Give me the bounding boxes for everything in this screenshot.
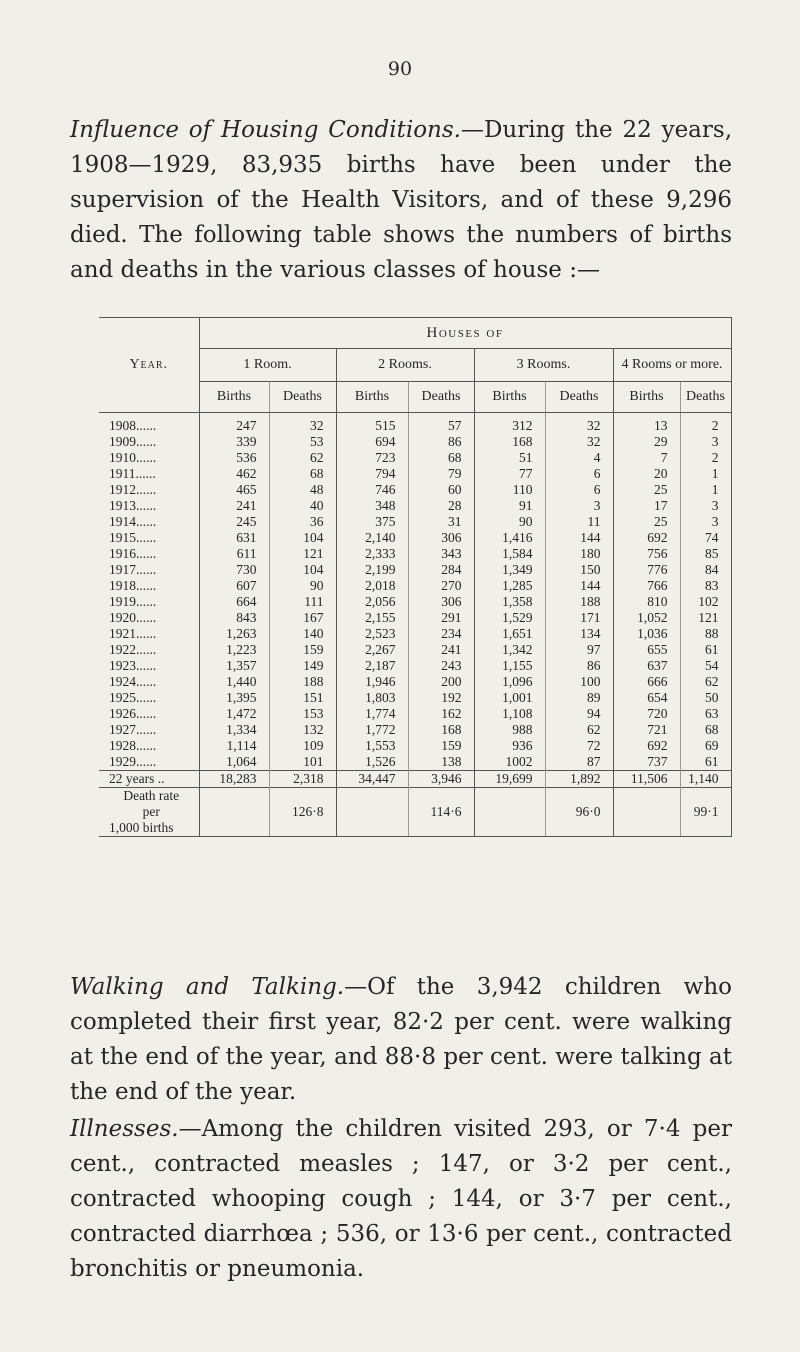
births-cell: 1,803	[336, 690, 408, 706]
deaths-cell: 162	[408, 706, 474, 722]
births-cell: 13	[613, 413, 680, 435]
births-cell: 776	[613, 562, 680, 578]
births-cell: 241	[199, 498, 269, 514]
deaths-cell: 188	[545, 594, 613, 610]
births-cell: 91	[474, 498, 545, 514]
births-cell: 1,334	[199, 722, 269, 738]
deaths-cell: 104	[269, 562, 336, 578]
births-cell: 1,349	[474, 562, 545, 578]
deaths-cell: 4	[545, 450, 613, 466]
births-cell: 515	[336, 413, 408, 435]
deaths-cell: 79	[408, 466, 474, 482]
table-row	[99, 706, 731, 722]
year-cell: 1911......	[109, 466, 156, 481]
births-cell: 1,358	[474, 594, 545, 610]
group-4-rooms: 4 Rooms or more.	[613, 349, 731, 382]
deaths-cell: 144	[545, 578, 613, 594]
table-row	[99, 626, 731, 642]
death-rate-label-line2: per	[142, 804, 160, 819]
deaths-cell: 32	[545, 413, 613, 435]
deaths-cell: 53	[269, 434, 336, 450]
year-cell: 1913......	[109, 498, 157, 513]
year-cell: 1926......	[109, 706, 157, 721]
deaths-cell: 109	[269, 738, 336, 754]
table-row	[99, 482, 731, 498]
deaths-cell: 200	[408, 674, 474, 690]
year-cell: 1924......	[109, 674, 157, 689]
deaths-cell: 32	[269, 413, 336, 435]
table-row	[99, 413, 731, 435]
births-cell: 2,523	[336, 626, 408, 642]
births-cell: 1,263	[199, 626, 269, 642]
births-cell: 2,333	[336, 546, 408, 562]
deaths-cell: 150	[545, 562, 613, 578]
births-cell: 720	[613, 706, 680, 722]
births-cell: 1,357	[199, 658, 269, 674]
year-cell: 1914......	[109, 514, 157, 529]
deaths-cell: 32	[545, 434, 613, 450]
births-cell: 1,342	[474, 642, 545, 658]
houses-of-header: Houses of	[199, 318, 731, 349]
deaths-cell: 86	[408, 434, 474, 450]
table-row	[99, 450, 731, 466]
births-cell: 462	[199, 466, 269, 482]
deaths-cell: 132	[269, 722, 336, 738]
total-cell: 11,506	[613, 771, 680, 788]
births-cell: 756	[613, 546, 680, 562]
deaths-cell: 50	[680, 690, 731, 706]
total-cell: 19,699	[474, 771, 545, 788]
deaths-cell: 3	[680, 514, 731, 530]
births-cell: 25	[613, 482, 680, 498]
deaths-cell: 88	[680, 626, 731, 642]
table-row	[99, 514, 731, 530]
deaths-header: Deaths	[269, 382, 336, 413]
births-cell: 794	[336, 466, 408, 482]
births-cell: 810	[613, 594, 680, 610]
deaths-cell: 102	[680, 594, 731, 610]
table-row	[99, 690, 731, 706]
deaths-cell: 68	[408, 450, 474, 466]
deaths-cell: 94	[545, 706, 613, 722]
deaths-cell: 83	[680, 578, 731, 594]
deaths-cell: 140	[269, 626, 336, 642]
births-cell: 723	[336, 450, 408, 466]
births-cell: 766	[613, 578, 680, 594]
deaths-cell: 171	[545, 610, 613, 626]
births-cell: 637	[613, 658, 680, 674]
totals-row	[99, 771, 731, 788]
deaths-cell: 69	[680, 738, 731, 754]
births-cell: 666	[613, 674, 680, 690]
deaths-cell: 111	[269, 594, 336, 610]
table-row	[99, 434, 731, 450]
deaths-cell: 149	[269, 658, 336, 674]
births-cell: 1,584	[474, 546, 545, 562]
births-cell: 730	[199, 562, 269, 578]
table-row	[99, 530, 731, 546]
deaths-cell: 159	[408, 738, 474, 754]
deaths-cell: 121	[269, 546, 336, 562]
births-cell: 611	[199, 546, 269, 562]
births-cell: 1,064	[199, 754, 269, 771]
deaths-cell: 3	[680, 434, 731, 450]
death-rate-1-room: 126·8	[269, 804, 336, 820]
deaths-cell: 61	[680, 642, 731, 658]
deaths-cell: 62	[269, 450, 336, 466]
births-cell: 654	[613, 690, 680, 706]
births-cell: 312	[474, 413, 545, 435]
deaths-cell: 188	[269, 674, 336, 690]
walking-text: —Of the 3,942 children who completed their first year, 82·2 per cent. were walking at the end of the year, and 88·8 per cent. were talking at the end of the year.	[70, 974, 732, 1105]
table-row	[99, 738, 731, 754]
births-cell: 607	[199, 578, 269, 594]
walking-paragraph	[70, 970, 732, 1110]
year-cell: 1909......	[109, 434, 157, 449]
death-rate-row-3	[99, 820, 731, 837]
births-cell: 692	[613, 738, 680, 754]
births-cell: 1,114	[199, 738, 269, 754]
births-cell: 77	[474, 466, 545, 482]
deaths-cell: 144	[545, 530, 613, 546]
births-cell: 339	[199, 434, 269, 450]
births-cell: 1,440	[199, 674, 269, 690]
total-cell: 2,318	[269, 771, 336, 788]
births-cell: 1,774	[336, 706, 408, 722]
table-row	[99, 722, 731, 738]
deaths-cell: 151	[269, 690, 336, 706]
total-cell: 1,140	[680, 771, 731, 788]
births-cell: 2,267	[336, 642, 408, 658]
births-cell: 2,187	[336, 658, 408, 674]
births-cell: 746	[336, 482, 408, 498]
deaths-cell: 3	[680, 498, 731, 514]
births-header: Births	[336, 382, 408, 413]
births-cell: 1,946	[336, 674, 408, 690]
births-cell: 1,036	[613, 626, 680, 642]
deaths-cell: 85	[680, 546, 731, 562]
births-cell: 110	[474, 482, 545, 498]
births-cell: 1,529	[474, 610, 545, 626]
deaths-cell: 60	[408, 482, 474, 498]
births-cell: 20	[613, 466, 680, 482]
year-cell: 1910......	[109, 450, 157, 465]
deaths-cell: 90	[269, 578, 336, 594]
deaths-cell: 168	[408, 722, 474, 738]
births-cell: 1,285	[474, 578, 545, 594]
births-cell: 29	[613, 434, 680, 450]
deaths-cell: 40	[269, 498, 336, 514]
year-cell: 1916......	[109, 546, 157, 561]
births-cell: 2,056	[336, 594, 408, 610]
death-rate-row-2	[99, 804, 731, 820]
deaths-cell: 243	[408, 658, 474, 674]
deaths-cell: 62	[545, 722, 613, 738]
births-cell: 692	[613, 530, 680, 546]
births-cell: 51	[474, 450, 545, 466]
births-cell: 737	[613, 754, 680, 771]
intro-paragraph	[70, 113, 732, 288]
deaths-cell: 28	[408, 498, 474, 514]
births-cell: 1,052	[613, 610, 680, 626]
total-cell: 34,447	[336, 771, 408, 788]
births-cell: 2,199	[336, 562, 408, 578]
deaths-cell: 84	[680, 562, 731, 578]
deaths-cell: 134	[545, 626, 613, 642]
deaths-cell: 74	[680, 530, 731, 546]
deaths-cell: 1	[680, 466, 731, 482]
illnesses-text: —Among the children visited 293, or 7·4 per cent., contracted measles ; 147, or 3·2 per cent., contracted whooping cough ; 144, or 3·7 per cent., contracted diarrhœa ; 536, or 13·6 per cent., contracted bronchitis or pneumonia.	[70, 1116, 732, 1282]
deaths-cell: 121	[680, 610, 731, 626]
births-cell: 536	[199, 450, 269, 466]
deaths-cell: 6	[545, 482, 613, 498]
births-cell: 245	[199, 514, 269, 530]
births-deaths-table	[99, 317, 732, 837]
births-cell: 1,108	[474, 706, 545, 722]
year-cell: 1912......	[109, 482, 157, 497]
deaths-header: Deaths	[545, 382, 613, 413]
births-cell: 631	[199, 530, 269, 546]
births-cell: 1,395	[199, 690, 269, 706]
illnesses-paragraph	[70, 1112, 732, 1287]
deaths-cell: 306	[408, 530, 474, 546]
year-cell: 1919......	[109, 594, 157, 609]
births-cell: 168	[474, 434, 545, 450]
deaths-cell: 241	[408, 642, 474, 658]
total-cell: 1,892	[545, 771, 613, 788]
deaths-cell: 284	[408, 562, 474, 578]
births-header: Births	[613, 382, 680, 413]
deaths-cell: 180	[545, 546, 613, 562]
total-cell: 18,283	[199, 771, 269, 788]
deaths-cell: 68	[680, 722, 731, 738]
year-cell: 1923......	[109, 658, 157, 673]
year-cell: 1915......	[109, 530, 157, 545]
intro-heading: Influence of Housing Conditions.	[70, 117, 461, 143]
year-cell: 1921......	[109, 626, 157, 641]
year-cell: 1925......	[109, 690, 157, 705]
births-header: Births	[199, 382, 269, 413]
deaths-cell: 1	[680, 482, 731, 498]
table-row	[99, 658, 731, 674]
group-3-rooms: 3 Rooms.	[474, 349, 613, 382]
page-number: 90	[387, 58, 413, 80]
births-cell: 1,772	[336, 722, 408, 738]
year-cell: 1922......	[109, 642, 157, 657]
deaths-cell: 234	[408, 626, 474, 642]
table-row	[99, 562, 731, 578]
year-cell: 1917......	[109, 562, 157, 577]
death-rate-2-rooms: 114·6	[408, 804, 474, 820]
births-cell: 1,223	[199, 642, 269, 658]
deaths-cell: 86	[545, 658, 613, 674]
year-cell: 1920......	[109, 610, 157, 625]
group-2-rooms: 2 Rooms.	[336, 349, 474, 382]
table-row	[99, 754, 731, 771]
births-cell: 721	[613, 722, 680, 738]
deaths-cell: 2	[680, 413, 731, 435]
deaths-cell: 97	[545, 642, 613, 658]
deaths-cell: 6	[545, 466, 613, 482]
deaths-cell: 54	[680, 658, 731, 674]
table-row	[99, 578, 731, 594]
death-rate-label-line3: 1,000 births	[99, 820, 199, 837]
death-rate-3-rooms: 96·0	[545, 804, 613, 820]
death-rate-row	[99, 788, 731, 805]
death-rate-label-line1: Death rate	[99, 788, 199, 805]
births-cell: 1,651	[474, 626, 545, 642]
deaths-cell: 48	[269, 482, 336, 498]
births-cell: 1,526	[336, 754, 408, 771]
births-cell: 1,553	[336, 738, 408, 754]
births-cell: 247	[199, 413, 269, 435]
year-cell: 1929......	[109, 754, 157, 769]
births-cell: 988	[474, 722, 545, 738]
births-cell: 25	[613, 514, 680, 530]
illnesses-heading: Illnesses.	[70, 1116, 179, 1142]
deaths-header: Deaths	[680, 382, 731, 413]
births-cell: 1,155	[474, 658, 545, 674]
births-cell: 2,155	[336, 610, 408, 626]
births-cell: 465	[199, 482, 269, 498]
births-cell: 655	[613, 642, 680, 658]
deaths-cell: 68	[269, 466, 336, 482]
deaths-cell: 31	[408, 514, 474, 530]
year-cell: 1918......	[109, 578, 157, 593]
deaths-cell: 153	[269, 706, 336, 722]
deaths-cell: 104	[269, 530, 336, 546]
table-row	[99, 498, 731, 514]
death-rate-4-rooms: 99·1	[680, 804, 731, 820]
table-row	[99, 594, 731, 610]
deaths-cell: 63	[680, 706, 731, 722]
births-cell: 1,472	[199, 706, 269, 722]
year-cell: 1928......	[109, 738, 157, 753]
deaths-cell: 87	[545, 754, 613, 771]
table-row	[99, 642, 731, 658]
deaths-header: Deaths	[408, 382, 474, 413]
births-cell: 664	[199, 594, 269, 610]
births-cell: 348	[336, 498, 408, 514]
births-cell: 1,001	[474, 690, 545, 706]
totals-label: 22 years ..	[99, 771, 199, 788]
deaths-cell: 100	[545, 674, 613, 690]
deaths-cell: 270	[408, 578, 474, 594]
deaths-cell: 159	[269, 642, 336, 658]
births-cell: 17	[613, 498, 680, 514]
deaths-cell: 3	[545, 498, 613, 514]
births-cell: 1,416	[474, 530, 545, 546]
deaths-cell: 57	[408, 413, 474, 435]
deaths-cell: 61	[680, 754, 731, 771]
deaths-cell: 138	[408, 754, 474, 771]
births-cell: 1,096	[474, 674, 545, 690]
deaths-cell: 306	[408, 594, 474, 610]
deaths-cell: 343	[408, 546, 474, 562]
deaths-cell: 62	[680, 674, 731, 690]
deaths-cell: 2	[680, 450, 731, 466]
deaths-cell: 89	[545, 690, 613, 706]
walking-heading: Walking and Talking.	[70, 974, 345, 1000]
births-cell: 1002	[474, 754, 545, 771]
deaths-cell: 11	[545, 514, 613, 530]
births-header: Births	[474, 382, 545, 413]
group-1-room: 1 Room.	[199, 349, 336, 382]
deaths-cell: 101	[269, 754, 336, 771]
table-row	[99, 610, 731, 626]
births-cell: 2,140	[336, 530, 408, 546]
deaths-cell: 192	[408, 690, 474, 706]
deaths-cell: 291	[408, 610, 474, 626]
births-cell: 7	[613, 450, 680, 466]
births-cell: 375	[336, 514, 408, 530]
year-header: Year.	[129, 357, 169, 372]
table-row	[99, 674, 731, 690]
births-cell: 843	[199, 610, 269, 626]
births-cell: 694	[336, 434, 408, 450]
deaths-cell: 36	[269, 514, 336, 530]
year-cell: 1927......	[109, 722, 157, 737]
births-cell: 936	[474, 738, 545, 754]
births-cell: 90	[474, 514, 545, 530]
intro-text: —During the 22 years, 1908—1929, 83,935 births have been under the supervision of the Health Visitors, and of these 9,296 died. The following table shows the numbers of births and deaths in the various classes of house :—	[70, 117, 733, 283]
table-row	[99, 546, 731, 562]
deaths-cell: 167	[269, 610, 336, 626]
deaths-cell: 72	[545, 738, 613, 754]
year-cell: 1908......	[109, 418, 157, 433]
total-cell: 3,946	[408, 771, 474, 788]
births-cell: 2,018	[336, 578, 408, 594]
table-row	[99, 466, 731, 482]
